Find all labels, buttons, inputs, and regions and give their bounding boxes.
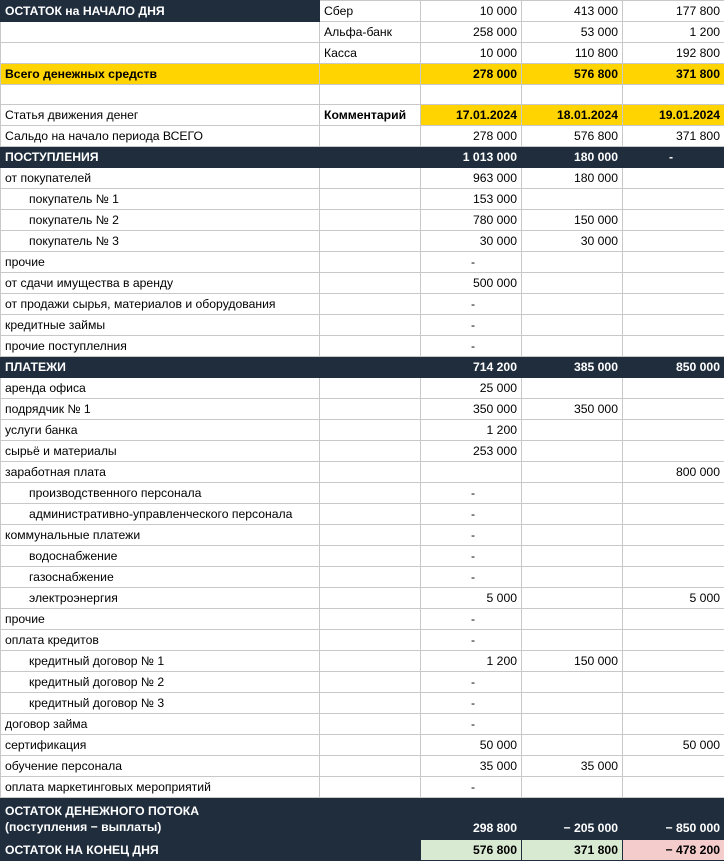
income-item-value[interactable] <box>522 315 623 336</box>
net-flow-value[interactable]: 298 800 <box>421 798 522 840</box>
closing-label[interactable]: ОСТАТОК НА КОНЕЦ ДНЯ <box>1 840 320 861</box>
total-cash-value[interactable]: 576 800 <box>522 64 623 85</box>
payments-item-label[interactable]: обучение персонала <box>1 756 320 777</box>
payments-item-value[interactable] <box>623 693 724 714</box>
payments-item-value[interactable]: 25 000 <box>421 378 522 399</box>
account-value[interactable]: 258 000 <box>421 22 522 43</box>
payments-row <box>1 441 724 462</box>
empty-cell[interactable] <box>421 85 522 105</box>
income-item-value[interactable]: 30 000 <box>421 231 522 252</box>
empty-cell[interactable] <box>320 840 421 861</box>
total-cash-row <box>1 64 724 85</box>
income-row <box>1 189 724 210</box>
empty-cell[interactable] <box>320 64 421 85</box>
income-item-value[interactable] <box>623 315 724 336</box>
payments-item-value[interactable] <box>522 462 623 483</box>
payments-item-value[interactable]: - <box>421 630 522 651</box>
income-item-value[interactable]: 30 000 <box>522 231 623 252</box>
comment-cell[interactable] <box>320 336 421 357</box>
net-flow-value[interactable]: − 850 000 <box>623 798 724 840</box>
account-value[interactable]: 110 800 <box>522 43 623 64</box>
payments-item-value[interactable]: 1 200 <box>421 420 522 441</box>
payments-row <box>1 588 724 609</box>
income-item-value[interactable]: - <box>421 294 522 315</box>
income-total[interactable]: - <box>623 147 724 168</box>
payments-item-value[interactable] <box>522 441 623 462</box>
payments-item-value[interactable]: - <box>421 504 522 525</box>
payments-item-label[interactable]: водоснабжение <box>1 546 320 567</box>
payments-item-value[interactable] <box>522 378 623 399</box>
payments-title[interactable]: ПЛАТЕЖИ <box>1 357 320 378</box>
payments-item-value[interactable]: - <box>421 483 522 504</box>
payments-item-value[interactable] <box>623 441 724 462</box>
payments-item-value[interactable]: 150 000 <box>522 651 623 672</box>
comment-cell[interactable] <box>320 462 421 483</box>
payments-item-value[interactable] <box>623 546 724 567</box>
income-row <box>1 315 724 336</box>
payments-item-value[interactable]: 1 200 <box>421 651 522 672</box>
payments-row <box>1 756 724 777</box>
income-total[interactable]: 1 013 000 <box>421 147 522 168</box>
payments-item-value[interactable] <box>623 672 724 693</box>
payments-item-value[interactable]: - <box>421 672 522 693</box>
payments-row <box>1 777 724 798</box>
closing-row <box>1 840 724 861</box>
payments-item-label[interactable]: оплата кредитов <box>1 630 320 651</box>
comment-cell[interactable] <box>320 294 421 315</box>
payments-item-label[interactable]: договор займа <box>1 714 320 735</box>
income-total[interactable]: 180 000 <box>522 147 623 168</box>
payments-item-value[interactable] <box>623 504 724 525</box>
income-item-label[interactable]: от продажи сырья, материалов и оборудования <box>1 294 320 315</box>
comment-cell[interactable] <box>320 567 421 588</box>
payments-item-label[interactable]: электроэнергия <box>1 588 320 609</box>
closing-value[interactable]: − 478 200 <box>623 840 724 861</box>
payments-item-value[interactable] <box>522 672 623 693</box>
income-item-value[interactable]: 180 000 <box>522 168 623 189</box>
balance-start-value[interactable]: 576 800 <box>522 126 623 147</box>
account-name[interactable]: Альфа-банк <box>320 22 421 43</box>
income-item-value[interactable] <box>623 273 724 294</box>
balance-start-value[interactable]: 371 800 <box>623 126 724 147</box>
payments-item-label[interactable]: газоснабжение <box>1 567 320 588</box>
comment-cell[interactable] <box>320 168 421 189</box>
payments-item-value[interactable] <box>623 714 724 735</box>
closing-value[interactable]: 371 800 <box>522 840 623 861</box>
income-item-label[interactable]: прочие <box>1 252 320 273</box>
empty-cell[interactable] <box>623 85 724 105</box>
comment-cell[interactable] <box>320 315 421 336</box>
empty-cell[interactable] <box>1 43 320 64</box>
date-header[interactable]: 17.01.2024 <box>421 105 522 126</box>
account-name[interactable]: Сбер <box>320 1 421 22</box>
payments-item-value[interactable]: 50 000 <box>421 735 522 756</box>
income-item-label[interactable]: покупатель № 1 <box>1 189 320 210</box>
payments-row <box>1 399 724 420</box>
income-row <box>1 231 724 252</box>
payments-item-label[interactable]: подрядчик № 1 <box>1 399 320 420</box>
comment-cell[interactable] <box>320 504 421 525</box>
item-header[interactable]: Статья движения денег <box>1 105 320 126</box>
income-row <box>1 168 724 189</box>
payments-row <box>1 462 724 483</box>
income-item-value[interactable]: 780 000 <box>421 210 522 231</box>
payments-row <box>1 420 724 441</box>
comment-cell[interactable] <box>320 273 421 294</box>
payments-item-value[interactable] <box>522 504 623 525</box>
income-item-value[interactable] <box>623 336 724 357</box>
payments-item-label[interactable]: сертификация <box>1 735 320 756</box>
payments-row <box>1 630 724 651</box>
payments-item-value[interactable]: 253 000 <box>421 441 522 462</box>
comment-cell[interactable] <box>320 546 421 567</box>
payments-item-label[interactable]: кредитный договор № 1 <box>1 651 320 672</box>
payments-item-value[interactable] <box>522 609 623 630</box>
payments-item-value[interactable] <box>623 651 724 672</box>
total-cash-value[interactable]: 278 000 <box>421 64 522 85</box>
income-item-value[interactable] <box>623 294 724 315</box>
comment-header[interactable]: Комментарий <box>320 105 421 126</box>
account-name[interactable]: Касса <box>320 43 421 64</box>
income-row <box>1 273 724 294</box>
account-value[interactable]: 10 000 <box>421 1 522 22</box>
payments-item-value[interactable] <box>421 462 522 483</box>
comment-cell[interactable] <box>320 588 421 609</box>
payments-item-value[interactable]: 5 000 <box>421 588 522 609</box>
payments-item-label[interactable]: административно-управленческого персонала <box>1 504 320 525</box>
comment-cell[interactable] <box>320 735 421 756</box>
comment-cell[interactable] <box>320 672 421 693</box>
payments-item-value[interactable]: - <box>421 609 522 630</box>
payments-item-value[interactable]: 35 000 <box>522 756 623 777</box>
opening-title[interactable]: ОСТАТОК на НАЧАЛО ДНЯ <box>1 1 320 22</box>
income-item-value[interactable] <box>623 231 724 252</box>
comment-cell[interactable] <box>320 630 421 651</box>
payments-item-label[interactable]: кредитный договор № 3 <box>1 693 320 714</box>
payments-row <box>1 546 724 567</box>
payments-item-value[interactable] <box>623 567 724 588</box>
comment-cell[interactable] <box>320 651 421 672</box>
header-row <box>1 105 724 126</box>
income-section-header <box>1 147 724 168</box>
income-item-value[interactable]: - <box>421 252 522 273</box>
income-item-value[interactable] <box>522 294 623 315</box>
balance-start-value[interactable]: 278 000 <box>421 126 522 147</box>
opening-row-sber <box>1 1 724 22</box>
balance-start-row <box>1 126 724 147</box>
payments-item-value[interactable] <box>623 483 724 504</box>
payments-item-value[interactable]: - <box>421 525 522 546</box>
net-flow-line1: ОСТАТОК ДЕНЕЖНОГО ПОТОКА <box>5 804 199 818</box>
payments-row <box>1 609 724 630</box>
payments-item-value[interactable] <box>522 525 623 546</box>
payments-item-label[interactable]: сырьё и материалы <box>1 441 320 462</box>
payments-item-value[interactable]: - <box>421 546 522 567</box>
payments-item-value[interactable]: 800 000 <box>623 462 724 483</box>
payments-item-value[interactable] <box>623 378 724 399</box>
payments-item-value[interactable] <box>522 483 623 504</box>
net-flow-line2: (поступления − выплаты) <box>5 820 161 834</box>
income-item-value[interactable] <box>623 210 724 231</box>
income-item-label[interactable]: покупатель № 3 <box>1 231 320 252</box>
payments-item-value[interactable]: 350 000 <box>522 399 623 420</box>
income-item-label[interactable]: прочие поступлелния <box>1 336 320 357</box>
payments-item-value[interactable] <box>522 630 623 651</box>
comment-cell[interactable] <box>320 399 421 420</box>
income-item-value[interactable]: - <box>421 315 522 336</box>
payments-item-value[interactable] <box>623 777 724 798</box>
payments-item-value[interactable] <box>522 567 623 588</box>
income-item-value[interactable] <box>522 336 623 357</box>
comment-cell[interactable] <box>320 189 421 210</box>
payments-row <box>1 714 724 735</box>
payments-item-value[interactable]: 350 000 <box>421 399 522 420</box>
date-header[interactable]: 18.01.2024 <box>522 105 623 126</box>
income-item-value[interactable] <box>522 273 623 294</box>
total-cash-value[interactable]: 371 800 <box>623 64 724 85</box>
payments-row <box>1 567 724 588</box>
payments-item-value[interactable] <box>522 546 623 567</box>
payments-item-value[interactable] <box>623 525 724 546</box>
payments-row <box>1 693 724 714</box>
payments-item-value[interactable]: - <box>421 693 522 714</box>
payments-item-value[interactable]: - <box>421 714 522 735</box>
comment-cell[interactable] <box>320 231 421 252</box>
payments-item-label[interactable]: прочие <box>1 609 320 630</box>
income-title[interactable]: ПОСТУПЛЕНИЯ <box>1 147 320 168</box>
payments-item-value[interactable]: 50 000 <box>623 735 724 756</box>
income-row <box>1 294 724 315</box>
payments-row <box>1 504 724 525</box>
empty-cell[interactable] <box>320 357 421 378</box>
income-item-value[interactable] <box>623 168 724 189</box>
payments-total[interactable]: 385 000 <box>522 357 623 378</box>
payments-section-header <box>1 357 724 378</box>
comment-cell[interactable] <box>320 420 421 441</box>
account-value[interactable]: 192 800 <box>623 43 724 64</box>
account-value[interactable]: 53 000 <box>522 22 623 43</box>
payments-row <box>1 672 724 693</box>
payments-item-label[interactable]: аренда офиса <box>1 378 320 399</box>
payments-item-value[interactable] <box>623 399 724 420</box>
income-item-value[interactable]: 150 000 <box>522 210 623 231</box>
net-flow-label[interactable] <box>1 798 320 840</box>
income-item-value[interactable]: - <box>421 336 522 357</box>
payments-row <box>1 735 724 756</box>
payments-item-value[interactable] <box>522 735 623 756</box>
income-item-value[interactable] <box>522 189 623 210</box>
payments-item-value[interactable] <box>522 693 623 714</box>
total-cash-label[interactable]: Всего денежных средств <box>1 64 320 85</box>
payments-item-label[interactable]: оплата маркетинговых мероприятий <box>1 777 320 798</box>
payments-item-value[interactable] <box>522 588 623 609</box>
income-item-value[interactable]: 963 000 <box>421 168 522 189</box>
payments-item-label[interactable]: производственного персонала <box>1 483 320 504</box>
payments-row <box>1 651 724 672</box>
empty-cell[interactable] <box>320 147 421 168</box>
balance-start-label[interactable]: Сальдо на начало периода ВСЕГО <box>1 126 320 147</box>
income-item-value[interactable]: 153 000 <box>421 189 522 210</box>
payments-item-value[interactable]: - <box>421 567 522 588</box>
account-value[interactable]: 413 000 <box>522 1 623 22</box>
income-item-value[interactable] <box>522 252 623 273</box>
payments-row <box>1 378 724 399</box>
spacer-row <box>1 85 724 105</box>
payments-item-value[interactable] <box>623 420 724 441</box>
payments-item-value[interactable] <box>623 756 724 777</box>
comment-cell[interactable] <box>320 378 421 399</box>
payments-item-value[interactable]: 5 000 <box>623 588 724 609</box>
comment-cell[interactable] <box>320 693 421 714</box>
comment-cell[interactable] <box>320 714 421 735</box>
payments-row <box>1 483 724 504</box>
payments-item-label[interactable]: заработная плата <box>1 462 320 483</box>
payments-row <box>1 525 724 546</box>
income-row <box>1 210 724 231</box>
comment-cell[interactable] <box>320 756 421 777</box>
net-flow-value[interactable]: − 205 000 <box>522 798 623 840</box>
payments-total[interactable]: 714 200 <box>421 357 522 378</box>
income-item-label[interactable]: покупатель № 2 <box>1 210 320 231</box>
income-row <box>1 252 724 273</box>
payments-item-label[interactable]: кредитный договор № 2 <box>1 672 320 693</box>
comment-cell[interactable] <box>320 483 421 504</box>
payments-item-value[interactable] <box>522 714 623 735</box>
opening-row-kassa <box>1 43 724 64</box>
empty-cell[interactable] <box>1 22 320 43</box>
payments-item-value[interactable]: - <box>421 777 522 798</box>
payments-item-value[interactable] <box>522 777 623 798</box>
income-item-value[interactable] <box>623 189 724 210</box>
empty-cell[interactable] <box>320 126 421 147</box>
payments-item-value[interactable] <box>623 609 724 630</box>
comment-cell[interactable] <box>320 525 421 546</box>
payments-item-label[interactable]: услуги банка <box>1 420 320 441</box>
empty-cell[interactable] <box>1 85 320 105</box>
empty-cell[interactable] <box>320 798 421 840</box>
payments-item-value[interactable]: 35 000 <box>421 756 522 777</box>
income-item-value[interactable]: 500 000 <box>421 273 522 294</box>
payments-item-value[interactable] <box>623 630 724 651</box>
empty-cell[interactable] <box>320 85 421 105</box>
payments-total[interactable]: 850 000 <box>623 357 724 378</box>
income-item-label[interactable]: кредитные займы <box>1 315 320 336</box>
date-header[interactable]: 19.01.2024 <box>623 105 724 126</box>
comment-cell[interactable] <box>320 252 421 273</box>
income-item-label[interactable]: от покупателей <box>1 168 320 189</box>
payments-item-label[interactable]: коммунальные платежи <box>1 525 320 546</box>
net-flow-row <box>1 798 724 840</box>
comment-cell[interactable] <box>320 609 421 630</box>
income-item-value[interactable] <box>623 252 724 273</box>
closing-value[interactable]: 576 800 <box>421 840 522 861</box>
empty-cell[interactable] <box>522 85 623 105</box>
payments-item-value[interactable] <box>522 420 623 441</box>
comment-cell[interactable] <box>320 210 421 231</box>
income-row <box>1 336 724 357</box>
account-value[interactable]: 177 800 <box>623 1 724 22</box>
comment-cell[interactable] <box>320 441 421 462</box>
account-value[interactable]: 10 000 <box>421 43 522 64</box>
income-item-label[interactable]: от сдачи имущества в аренду <box>1 273 320 294</box>
comment-cell[interactable] <box>320 777 421 798</box>
account-value[interactable]: 1 200 <box>623 22 724 43</box>
opening-row-alfa <box>1 22 724 43</box>
